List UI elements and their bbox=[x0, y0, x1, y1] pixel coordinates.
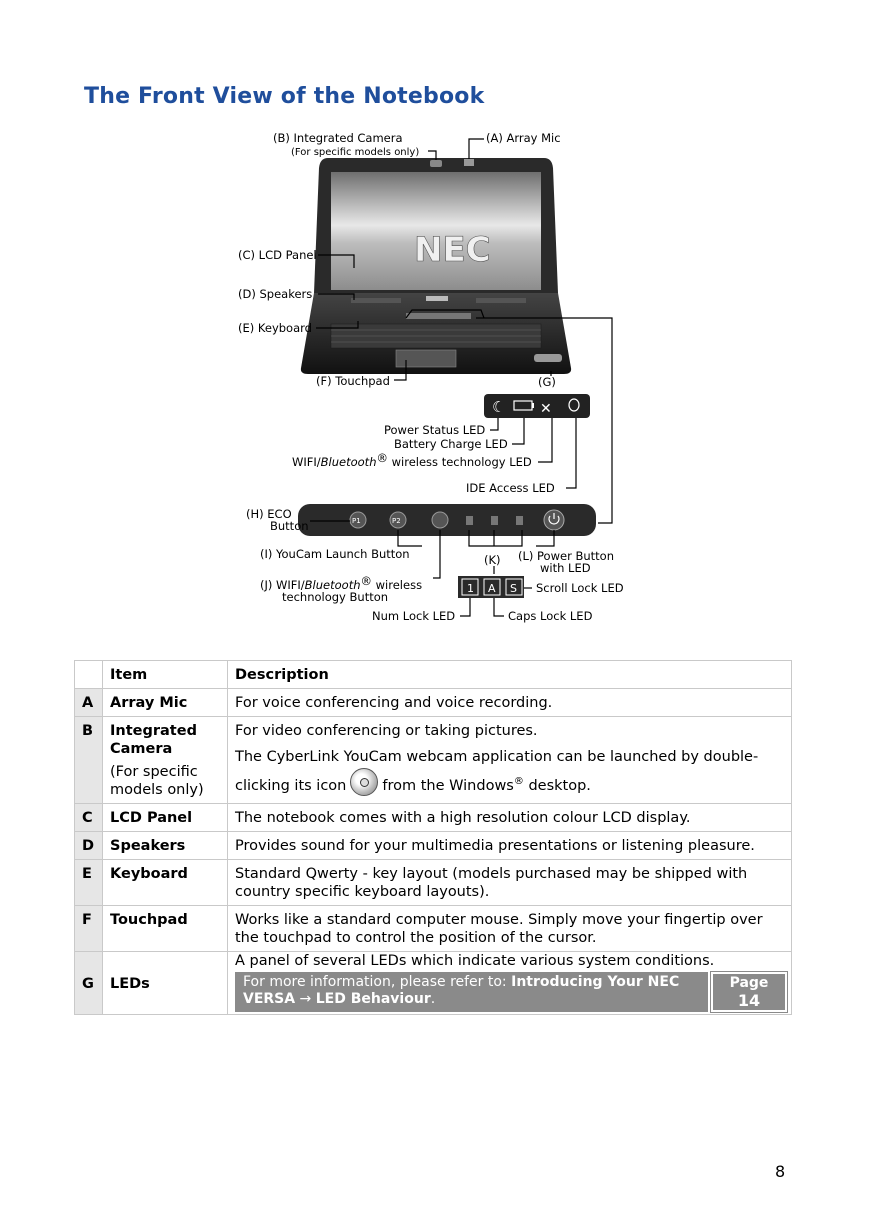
row-item: Keyboard bbox=[103, 860, 228, 906]
header-letter-cell bbox=[75, 661, 103, 689]
svg-text:P1: P1 bbox=[352, 517, 361, 525]
table-row bbox=[75, 717, 792, 804]
mic-grille bbox=[464, 159, 474, 166]
label-wifi-led: WIFI/Bluetooth® wireless technology LED bbox=[292, 451, 532, 469]
row-description bbox=[228, 952, 792, 1015]
label-camera-note: (For specific models only) bbox=[291, 147, 420, 158]
speaker-left bbox=[351, 298, 401, 303]
svg-text:A: A bbox=[488, 582, 496, 595]
row-item: Touchpad bbox=[103, 906, 228, 952]
label-integrated-camera: (B) Integrated Camera bbox=[273, 131, 403, 145]
row-letter: B bbox=[75, 717, 103, 804]
label-num-lock-led: Num Lock LED bbox=[372, 609, 456, 623]
button-strip-zoom bbox=[298, 504, 596, 536]
label-g: (G) bbox=[538, 375, 556, 389]
row-description bbox=[228, 717, 792, 804]
table-header-row bbox=[75, 661, 792, 689]
row-letter: D bbox=[75, 832, 103, 860]
label-eco-button-2: Button bbox=[270, 519, 309, 533]
youcam-icon bbox=[350, 768, 378, 796]
row-description: Works like a standard computer mouse. Simply move your fingertip over the touchpad to control the position of the cursor. bbox=[228, 906, 792, 952]
row-description: Provides sound for your multimedia presentations or listening pleasure. bbox=[228, 832, 792, 860]
row-item-note: (For specific models only) bbox=[110, 764, 204, 798]
label-eco-button: (H) ECO bbox=[246, 507, 292, 521]
label-array-mic: (A) Array Mic bbox=[486, 131, 561, 145]
row-letter: F bbox=[75, 906, 103, 952]
label-power-button: (L) Power Button bbox=[518, 549, 614, 563]
page-number: 8 bbox=[775, 1162, 786, 1181]
label-power-button-2: with LED bbox=[540, 561, 591, 575]
svg-text:P2: P2 bbox=[392, 517, 401, 525]
speaker-right bbox=[476, 298, 526, 303]
page-reference[interactable] bbox=[711, 972, 787, 1012]
label-speakers: (D) Speakers bbox=[238, 287, 313, 301]
page-reference-number: 14 bbox=[737, 991, 761, 1010]
page-reference-label: Page bbox=[729, 975, 769, 991]
caps-lock-led-icon bbox=[491, 516, 498, 525]
header-item: Item bbox=[103, 661, 228, 689]
components-table bbox=[74, 660, 792, 1015]
label-battery-charge-led: Battery Charge LED bbox=[394, 437, 508, 451]
row-letter: A bbox=[75, 689, 103, 717]
row-item: Array Mic bbox=[103, 689, 228, 717]
label-wifi-button: (J) WIFI/Bluetooth® wireless bbox=[260, 574, 423, 592]
cross-reference-link-2[interactable]: LED Behaviour bbox=[315, 991, 431, 1007]
label-touchpad: (F) Touchpad bbox=[316, 374, 390, 388]
label-lcd-panel: (C) LCD Panel bbox=[238, 248, 317, 262]
row-letter: C bbox=[75, 804, 103, 832]
label-ide-access-led: IDE Access LED bbox=[466, 481, 555, 495]
table-row bbox=[75, 860, 792, 906]
cross-reference-link[interactable]: Introducing Your NEC VERSA bbox=[243, 974, 680, 1007]
lock-keys-zoom bbox=[458, 576, 524, 598]
nec-logo: NEC bbox=[414, 230, 491, 270]
row-description: Standard Qwerty - key layout (models purchased may be shipped with country specific keyboard layouts). bbox=[228, 860, 792, 906]
table-row bbox=[75, 804, 792, 832]
page-title: The Front View of the Notebook bbox=[84, 84, 485, 109]
touchpad-surface bbox=[396, 350, 456, 367]
label-wifi-button-2: technology Button bbox=[282, 590, 389, 604]
desc-line: A panel of several LEDs which indicate various system conditions. bbox=[235, 953, 715, 969]
wifi-button-icon bbox=[432, 512, 448, 528]
led-panel bbox=[484, 394, 590, 418]
power-status-led-icon: ☾ bbox=[492, 398, 506, 416]
label-youcam-button: (I) YouCam Launch Button bbox=[260, 547, 410, 561]
row-item: Speakers bbox=[103, 832, 228, 860]
scroll-lock-led-icon bbox=[516, 516, 523, 525]
label-scroll-lock-led: Scroll Lock LED bbox=[536, 581, 624, 595]
label-k: (K) bbox=[484, 553, 501, 567]
camera-lens bbox=[430, 160, 442, 167]
led-area bbox=[534, 354, 562, 362]
label-power-status-led: Power Status LED bbox=[384, 423, 486, 437]
row-item: LEDs bbox=[103, 952, 228, 1015]
table-row bbox=[75, 689, 792, 717]
num-lock-led-icon bbox=[466, 516, 473, 525]
row-description: The notebook comes with a high resolution colour LCD display. bbox=[228, 804, 792, 832]
table-row bbox=[75, 906, 792, 952]
laptop-base bbox=[301, 293, 571, 374]
row-item-label: Integrated Camera bbox=[110, 723, 197, 757]
desc-line: For video conferencing or taking pictures. bbox=[235, 723, 538, 739]
header-description: Description bbox=[228, 661, 792, 689]
table-row bbox=[75, 832, 792, 860]
row-letter: G bbox=[75, 952, 103, 1015]
notebook-front-view-figure bbox=[236, 128, 636, 628]
cross-reference-text: For more information, please refer to: Introducing Your NEC VERSA → LED Behaviour. bbox=[235, 972, 708, 1012]
row-item: LCD Panel bbox=[103, 804, 228, 832]
label-keyboard: (E) Keyboard bbox=[238, 321, 312, 335]
wifi-led-icon: ✕ bbox=[540, 401, 552, 417]
button-strip bbox=[406, 313, 471, 319]
cross-reference-note bbox=[235, 972, 787, 1012]
svg-text:1: 1 bbox=[467, 582, 474, 595]
row-item bbox=[103, 717, 228, 804]
label-caps-lock-led: Caps Lock LED bbox=[508, 609, 593, 623]
desc-line: The CyberLink YouCam webcam application can be launched by double-clicking its icon from the Windows® desktop. bbox=[235, 749, 759, 794]
row-description: For voice conferencing and voice recording. bbox=[228, 689, 792, 717]
laptop-lid bbox=[314, 158, 558, 293]
row-letter: E bbox=[75, 860, 103, 906]
svg-text:S: S bbox=[510, 582, 517, 595]
table-row bbox=[75, 952, 792, 1015]
